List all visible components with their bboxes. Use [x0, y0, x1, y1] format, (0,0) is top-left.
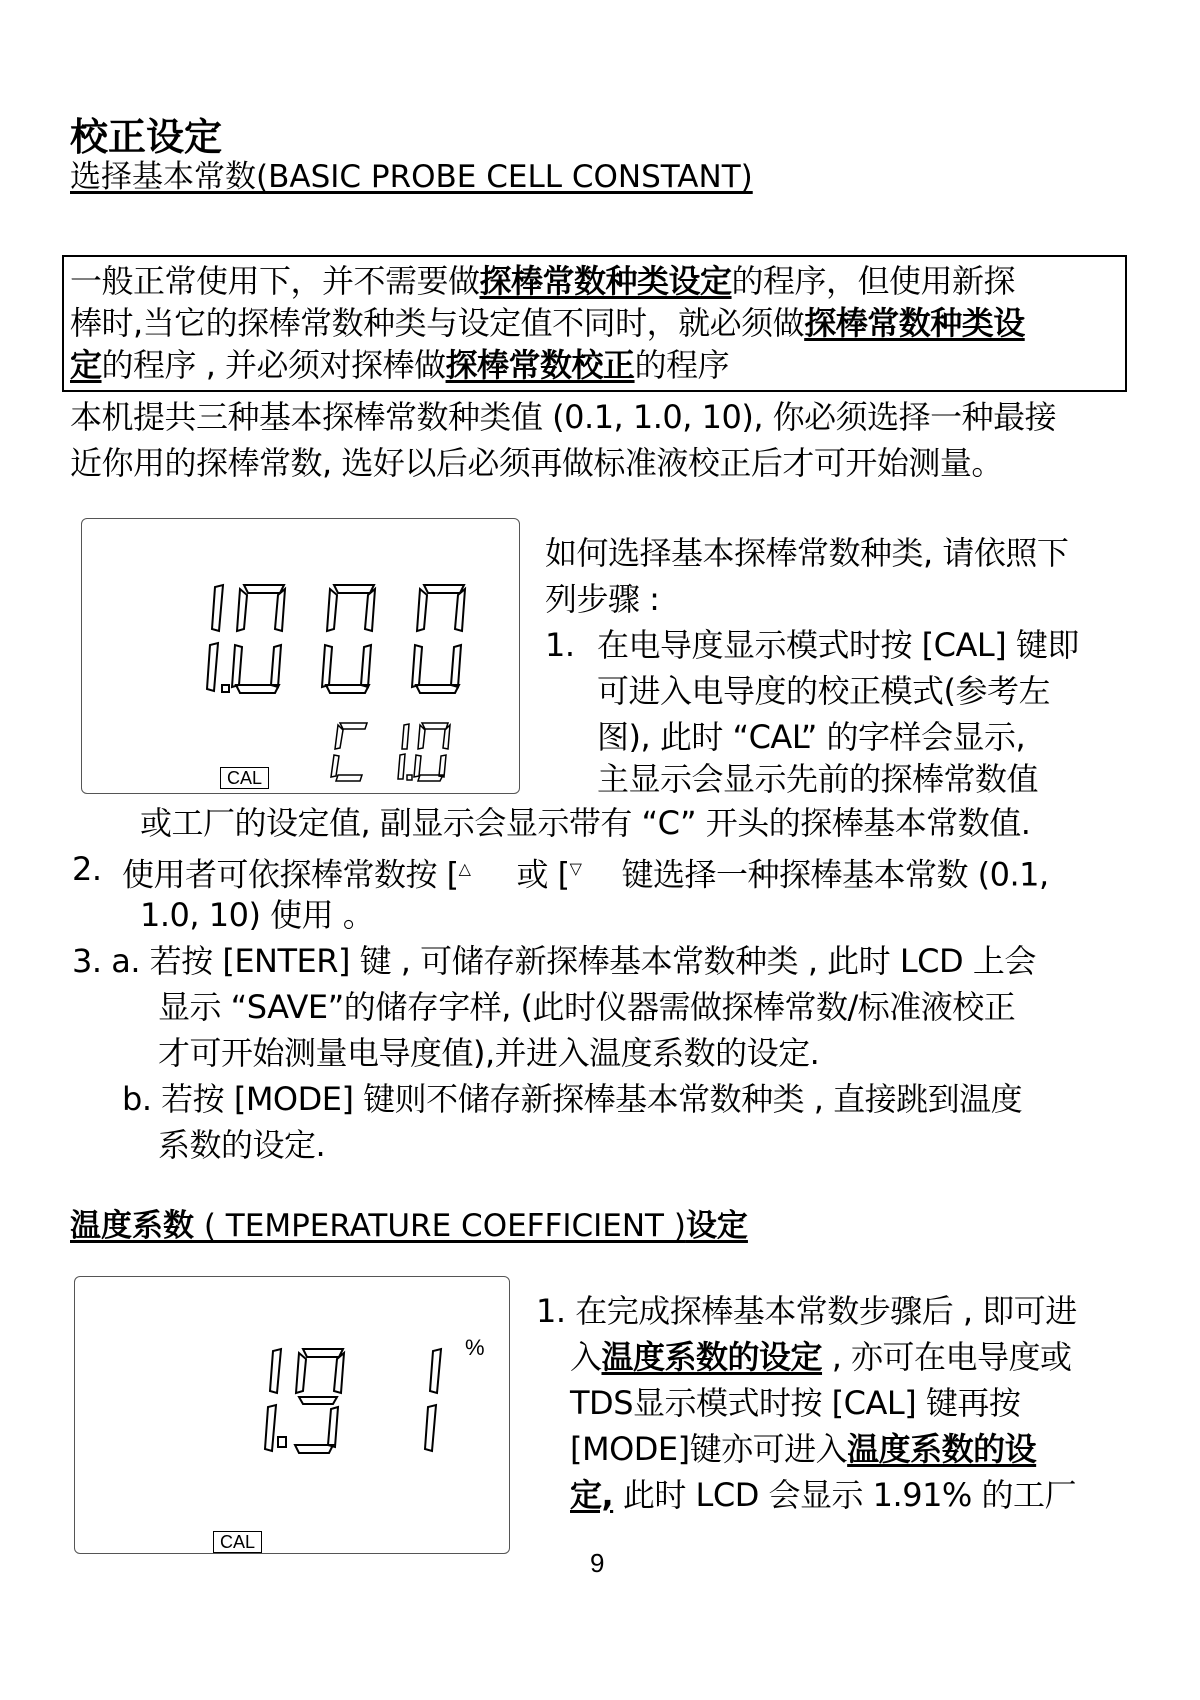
- cal-indicator: CAL: [220, 767, 269, 789]
- page-title: 校正设定: [70, 115, 223, 159]
- page-number: 9: [590, 1548, 605, 1578]
- down-arrow-icon: ▽: [569, 859, 582, 878]
- lcd-segments-2: [75, 1277, 509, 1553]
- step-3a-line-3: 才可开始测量电导度值),并进入温度系数的设定.: [158, 1034, 820, 1072]
- tc-step-1-line-1: 1. 在完成探棒基本常数步骤后 , 即可进: [536, 1292, 1077, 1330]
- step-3b-line-2: 系数的设定.: [158, 1126, 326, 1164]
- step-1-line-3: 图), 此时 “CAL” 的字样会显示,: [597, 718, 1026, 756]
- intro-line-2: 近你用的探棒常数, 选好以后必须再做标准液校正后才可开始测量。: [70, 444, 1003, 482]
- notice-line-2: 棒时,当它的探棒常数种类与设定值不同时，就必须做探棒常数种类设: [70, 304, 1025, 342]
- step-3a-line-2: 显示 “SAVE”的储存字样, (此时仪器需做探棒常数/标准液校正: [158, 988, 1016, 1026]
- lcd-display-temperature-coefficient: [74, 1276, 510, 1554]
- intro-line-1: 本机提共三种基本探棒常数种类值 (0.1, 1.0, 10), 你必须选择一种最接: [70, 398, 1057, 436]
- tc-step-1-line-3: TDS显示模式时按 [CAL] 键再按: [570, 1384, 1021, 1422]
- step-2-line-1: 使用者可依探棒常数按 [△ 或 [▽ 键选择一种探棒基本常数 (0.1,: [122, 855, 1049, 894]
- tc-step-1-line-4: [MODE]键亦可进入温度系数的设: [570, 1430, 1037, 1468]
- step-1-line-1: 在电导度显示模式时按 [CAL] 键即: [597, 626, 1079, 664]
- steps-intro-line-1: 如何选择基本探棒常数种类, 请依照下: [545, 534, 1069, 572]
- step-2-line-2: 1.0, 10) 使用 。: [140, 896, 375, 934]
- notice-line-1: 一般正常使用下，并不需要做探棒常数种类设定的程序，但使用新探: [70, 262, 1016, 300]
- lcd-main-digits: [207, 585, 465, 693]
- up-arrow-icon: △: [458, 859, 471, 878]
- step-1-number: 1.: [545, 626, 575, 664]
- tc-step-1-line-5: 定, 此时 LCD 会显示 1.91% 的工厂: [570, 1476, 1077, 1514]
- percent-unit: %: [465, 1335, 485, 1360]
- section-heading-temperature-coefficient: 温度系数 ( TEMPERATURE COEFFICIENT )设定: [70, 1208, 748, 1244]
- step-1-continuation: 或工厂的设定值, 副显示会显示带有 “C” 开头的探棒基本常数值.: [140, 804, 1031, 842]
- tc-step-1-line-2: 入温度系数的设定 , 亦可在电导度或: [570, 1338, 1072, 1376]
- step-3b-line-1: b. 若按 [MODE] 键则不储存新探棒基本常数种类 , 直接跳到温度: [122, 1080, 1023, 1118]
- steps-intro-line-2: 列步骤 :: [545, 580, 660, 618]
- step-3a-line-1: 3. a. 若按 [ENTER] 键 , 可储存新探棒基本常数种类 , 此时 LCD 上会: [72, 942, 1036, 980]
- step-1-line-4: 主显示会显示先前的探棒常数值: [597, 760, 1039, 798]
- lcd-segments: [82, 519, 519, 793]
- lcd-sub-digits: [331, 723, 450, 781]
- step-2-number: 2.: [72, 850, 102, 888]
- step-1-line-2: 可进入电导度的校正模式(参考左: [597, 672, 1050, 710]
- lcd-display-cell-constant: [81, 518, 520, 794]
- cal-indicator-2: CAL: [213, 1531, 262, 1553]
- lcd-main-digits-2: [265, 1349, 441, 1453]
- notice-line-3: 定的程序 , 并必须对探棒做探棒常数校正的程序: [70, 346, 730, 384]
- section-heading-cell-constant: 选择基本常数(BASIC PROBE CELL CONSTANT): [70, 159, 753, 195]
